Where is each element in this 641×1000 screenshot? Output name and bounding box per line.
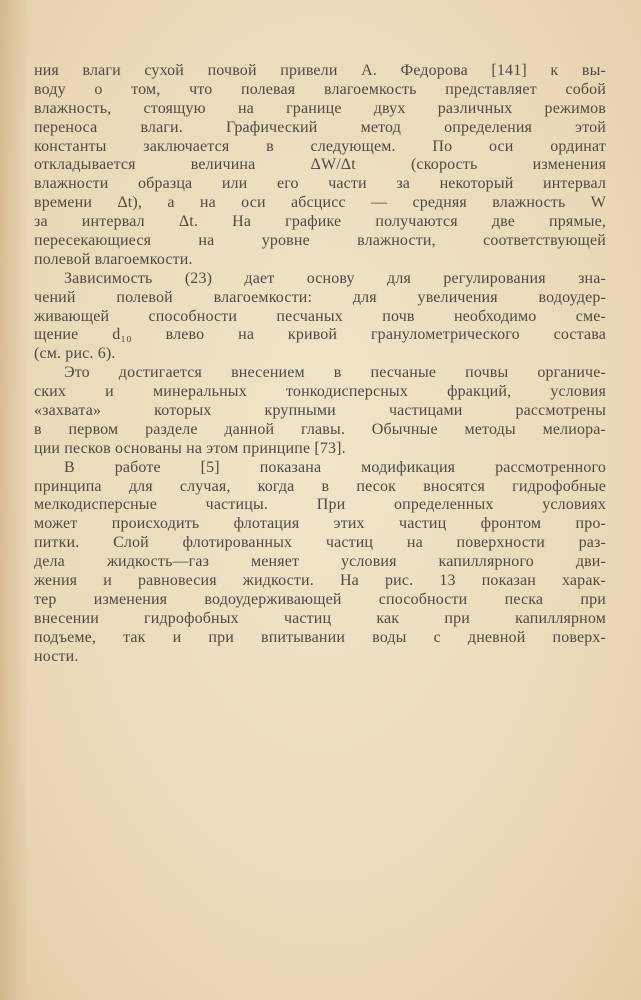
text-line: времени Δt), а на оси абсцисс — средняя влажность W: [34, 194, 606, 212]
text-line: чений полевой влагоемкости: для увеличения водоудер-: [34, 288, 606, 306]
text-line: ности.: [34, 647, 79, 665]
text-line: тер изменения водоудерживающей способности песка при: [34, 590, 606, 608]
text-line: дела жидкость—газ меняет условия капиллярного дви-: [34, 553, 606, 571]
body-text: [34, 62, 606, 667]
paragraph: [34, 270, 606, 364]
text-line: ских и минеральных тонкодисперсных фракций, условия: [34, 383, 606, 401]
text-line: щение d₁₀ влево на кривой гранулометрического состава: [34, 326, 606, 344]
text-line: принципа для случая, когда в песок вносятся гидрофобные: [34, 477, 606, 495]
paragraph: [34, 364, 606, 458]
text-line: Это достигается внесением в песчаные почвы органиче-: [64, 364, 606, 382]
text-line: в первом разделе данной главы. Обычные методы мелиора-: [34, 420, 606, 438]
text-line: может происходить флотация этих частиц фронтом про-: [34, 515, 606, 533]
text-line: полевой влагоемкости.: [34, 250, 193, 268]
text-line: питки. Слой флотированных частиц на поверхности раз-: [34, 534, 606, 552]
text-line: подъеме, так и при впитывании воды с дневной поверх-: [34, 628, 606, 646]
text-line: влажности образца или его части за некоторый интервал: [34, 175, 606, 193]
text-line: внесении гидрофобных частиц как при капиллярном: [34, 609, 606, 627]
text-line: жения и равновесия жидкости. На рис. 13 показан харак-: [34, 572, 606, 590]
paragraph: [34, 459, 606, 667]
text-line: ции песков основаны на этом принципе [73].: [34, 439, 346, 457]
text-line: «захвата» которых крупными частицами рассмотрены: [34, 402, 606, 420]
text-line: константы заключается в следующем. По оси ординат: [34, 137, 606, 155]
text-line: живающей способности песчаных почв необходимо сме-: [34, 307, 606, 325]
text-line: пересекающиеся на уровне влажности, соответствующей: [34, 232, 606, 250]
text-line: откладывается величина ΔW/Δt (скорость изменения: [34, 156, 606, 174]
text-line: воду о том, что полевая влагоемкость представляет собой: [34, 80, 606, 98]
text-line: (см. рис. 6).: [34, 345, 116, 363]
text-line: ния влаги сухой почвой привели А. Федорова [141] к вы-: [34, 62, 606, 79]
text-line: влажность, стоящую на границе двух различных режимов: [34, 99, 606, 117]
text-line: мелкодисперсные частицы. При определенных условиях: [34, 496, 606, 514]
text-line: за интервал Δt. На графике получаются две прямые,: [34, 213, 606, 231]
text-line: переноса влаги. Графический метод определения этой: [34, 118, 606, 136]
text-line: В работе [5] показана модификация рассмотренного: [64, 458, 606, 476]
text-line: Зависимость (23) дает основу для регулирования зна-: [64, 269, 606, 287]
paragraph: [34, 62, 606, 270]
